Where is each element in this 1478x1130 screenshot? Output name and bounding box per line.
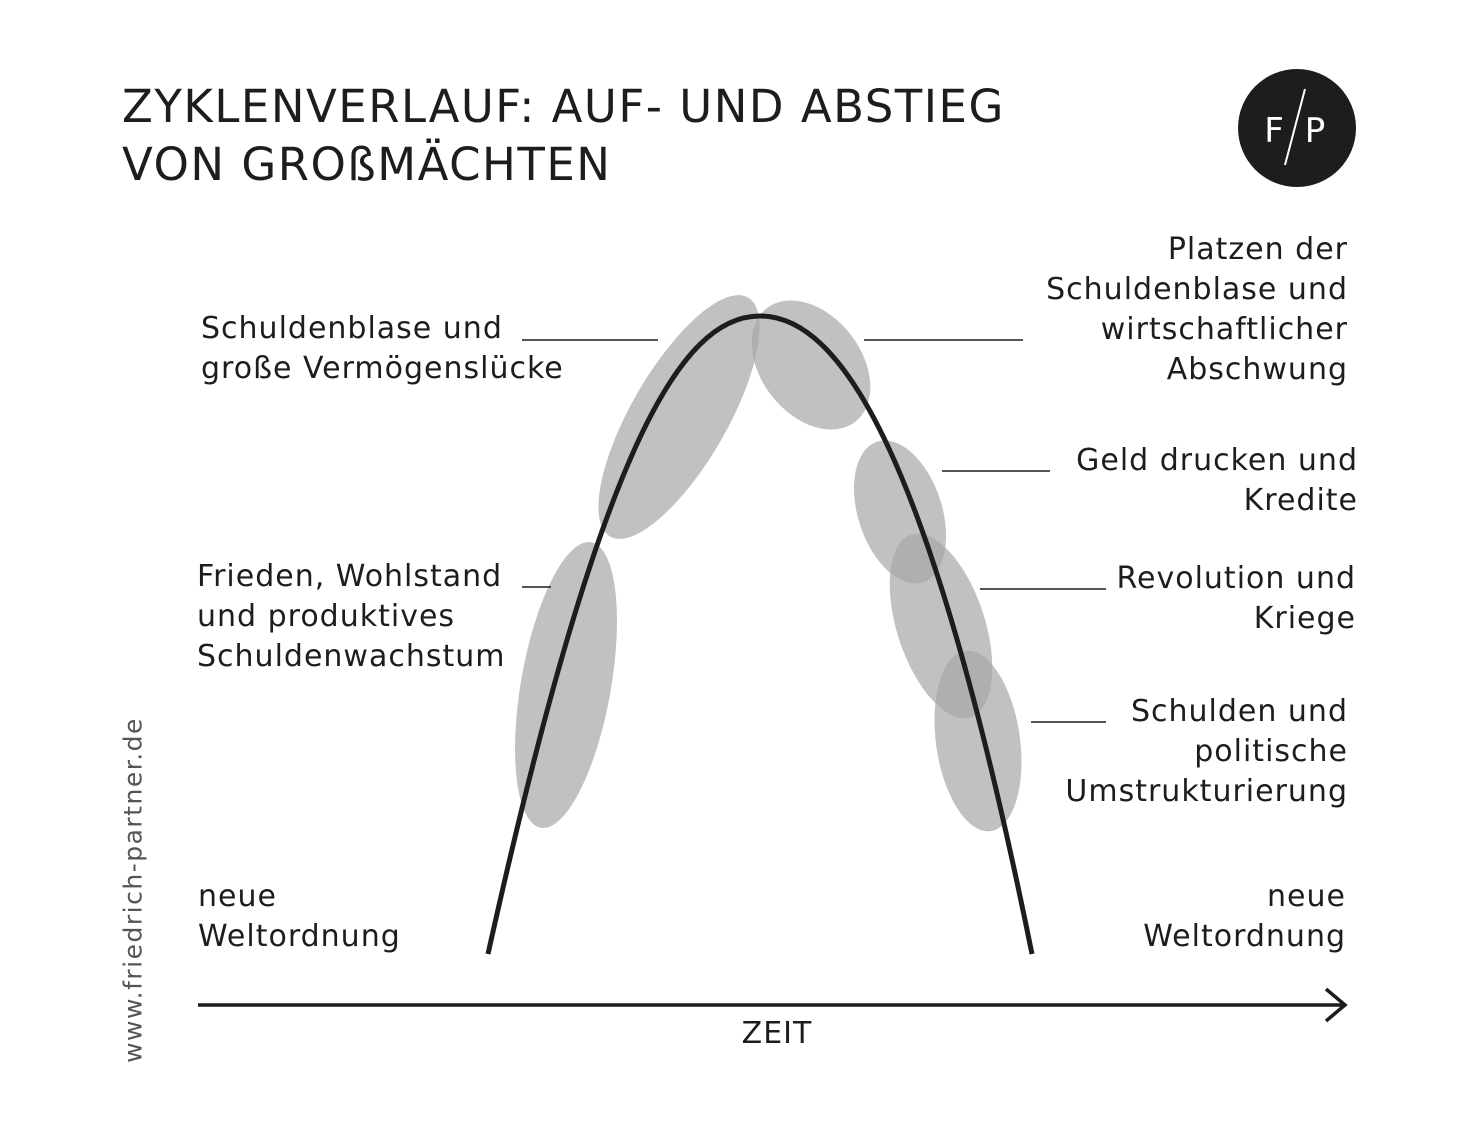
website-label: www.friedrich-partner.de	[118, 717, 148, 1063]
label-revolution-wars: Revolution und Kriege	[1116, 561, 1356, 636]
label-new-order-left: neue Weltordnung	[198, 879, 401, 954]
logo-letter-p: P	[1304, 111, 1326, 151]
time-axis-label: ZEIT	[741, 1016, 813, 1051]
title-line-2: VON GROßMÄCHTEN	[122, 138, 612, 191]
logo-letter-f: F	[1264, 111, 1284, 151]
label-bubble-burst: Platzen der Schuldenblase und wirtschaftlicher Abschwung	[1046, 232, 1348, 387]
label-debt-bubble: Schuldenblase und große Vermögenslücke	[201, 311, 564, 386]
label-money-printing: Geld drucken und Kredite	[1076, 443, 1358, 518]
label-peace-prosperity: Frieden, Wohlstand und produktives Schuldenwachstum	[197, 559, 506, 674]
highlight-peace	[497, 534, 636, 835]
label-new-order-right: neue Weltordnung	[1143, 879, 1346, 954]
label-restructuring: Schulden und politische Umstrukturierung	[1065, 694, 1348, 809]
title-line-1: ZYKLENVERLAUF: AUF- UND ABSTIEG	[122, 80, 1005, 133]
